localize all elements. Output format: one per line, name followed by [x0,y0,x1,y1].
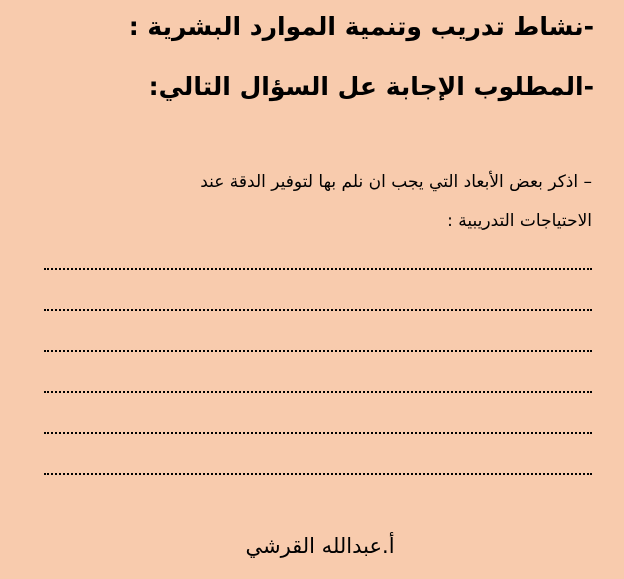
answer-line [44,432,592,434]
question-text-line-2: الاحتياجات التدريبية : [447,211,592,231]
teacher-signature: أ.عبدالله القرشي [245,534,395,558]
answer-line [44,391,592,393]
answer-line [44,268,592,270]
question-text-line-1: – اذكر بعض الأبعاد التي يجب ان نلم بها لتوفير الدقة عند [200,172,592,192]
activity-title: -نشاط تدريب وتنمية الموارد البشرية : [128,12,594,41]
answer-line [44,350,592,352]
answer-line [44,473,592,475]
answer-line [44,309,592,311]
instruction-title: -المطلوب الإجابة عل السؤال التالي: [148,72,594,101]
